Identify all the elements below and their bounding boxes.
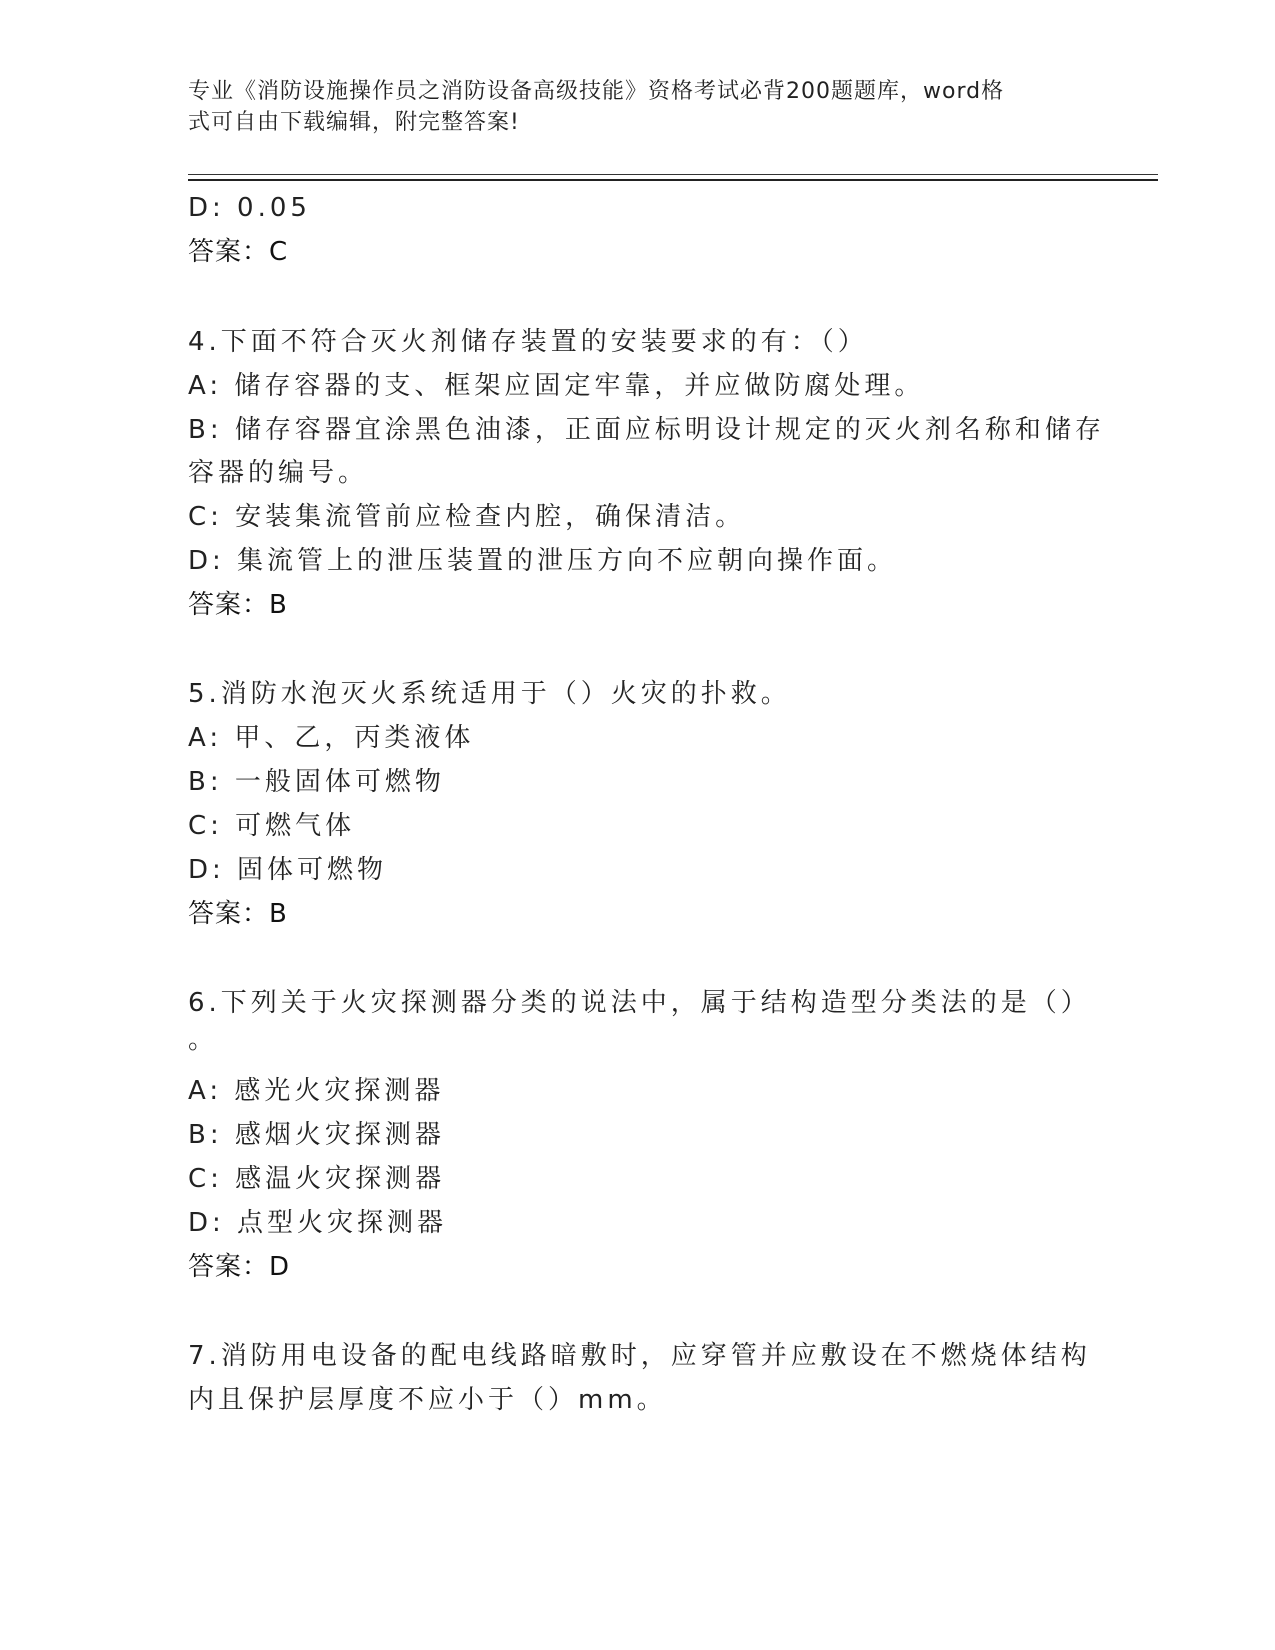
q6-option-c: C: 感温火灾探测器 bbox=[188, 1164, 446, 1194]
q5-question: 5.消防水泡灭火系统适用于（）火灾的扑救。 bbox=[188, 679, 791, 709]
q4-option-a: A: 储存容器的支、框架应固定牢靠，并应做防腐处理。 bbox=[188, 371, 925, 401]
header-line-1: 专业《消防设施操作员之消防设备高级技能》资格考试必背200题题库，word格 bbox=[188, 79, 1005, 104]
q6-question-line2: 。 bbox=[188, 1025, 219, 1055]
q4-option-b-line2: 容器的编号。 bbox=[188, 458, 369, 488]
q4-option-b-line1: B: 储存容器宜涂黑色油漆，正面应标明设计规定的灭火剂名称和储存 bbox=[188, 415, 1105, 445]
q4-question: 4.下面不符合灭火剂储存装置的安装要求的有：（） bbox=[188, 327, 868, 357]
document-header bbox=[188, 76, 1068, 138]
q4-option-d: D: 集流管上的泄压装置的泄压方向不应朝向操作面。 bbox=[188, 546, 898, 576]
q7-question-line2: 内且保护层厚度不应小于（）mm。 bbox=[188, 1385, 667, 1415]
q6-option-a: A: 感光火灾探测器 bbox=[188, 1076, 445, 1106]
q6-answer: 答案：D bbox=[188, 1252, 291, 1282]
q3-option-d: D: 0.05 bbox=[188, 193, 311, 223]
q6-option-d: D: 点型火灾探测器 bbox=[188, 1208, 448, 1238]
q5-option-b: B: 一般固体可燃物 bbox=[188, 767, 445, 797]
q5-answer: 答案：B bbox=[188, 899, 288, 929]
header-line-2: 式可自由下载编辑，附完整答案! bbox=[188, 110, 520, 135]
q6-option-b: B: 感烟火灾探测器 bbox=[188, 1120, 445, 1150]
header-rule-thin bbox=[188, 174, 1158, 175]
q7-question-line1: 7.消防用电设备的配电线路暗敷时，应穿管并应敷设在不燃烧体结构 bbox=[188, 1341, 1091, 1371]
q6-question-line1: 6.下列关于火灾探测器分类的说法中，属于结构造型分类法的是（） bbox=[188, 988, 1091, 1018]
q5-option-c: C: 可燃气体 bbox=[188, 811, 356, 841]
q5-option-d: D: 固体可燃物 bbox=[188, 855, 388, 885]
q3-answer: 答案：C bbox=[188, 237, 289, 267]
q4-option-c: C: 安装集流管前应检查内腔，确保清洁。 bbox=[188, 502, 746, 532]
header-rule-thick bbox=[188, 179, 1158, 181]
q4-answer: 答案：B bbox=[188, 590, 288, 620]
q5-option-a: A: 甲、乙，丙类液体 bbox=[188, 723, 475, 753]
